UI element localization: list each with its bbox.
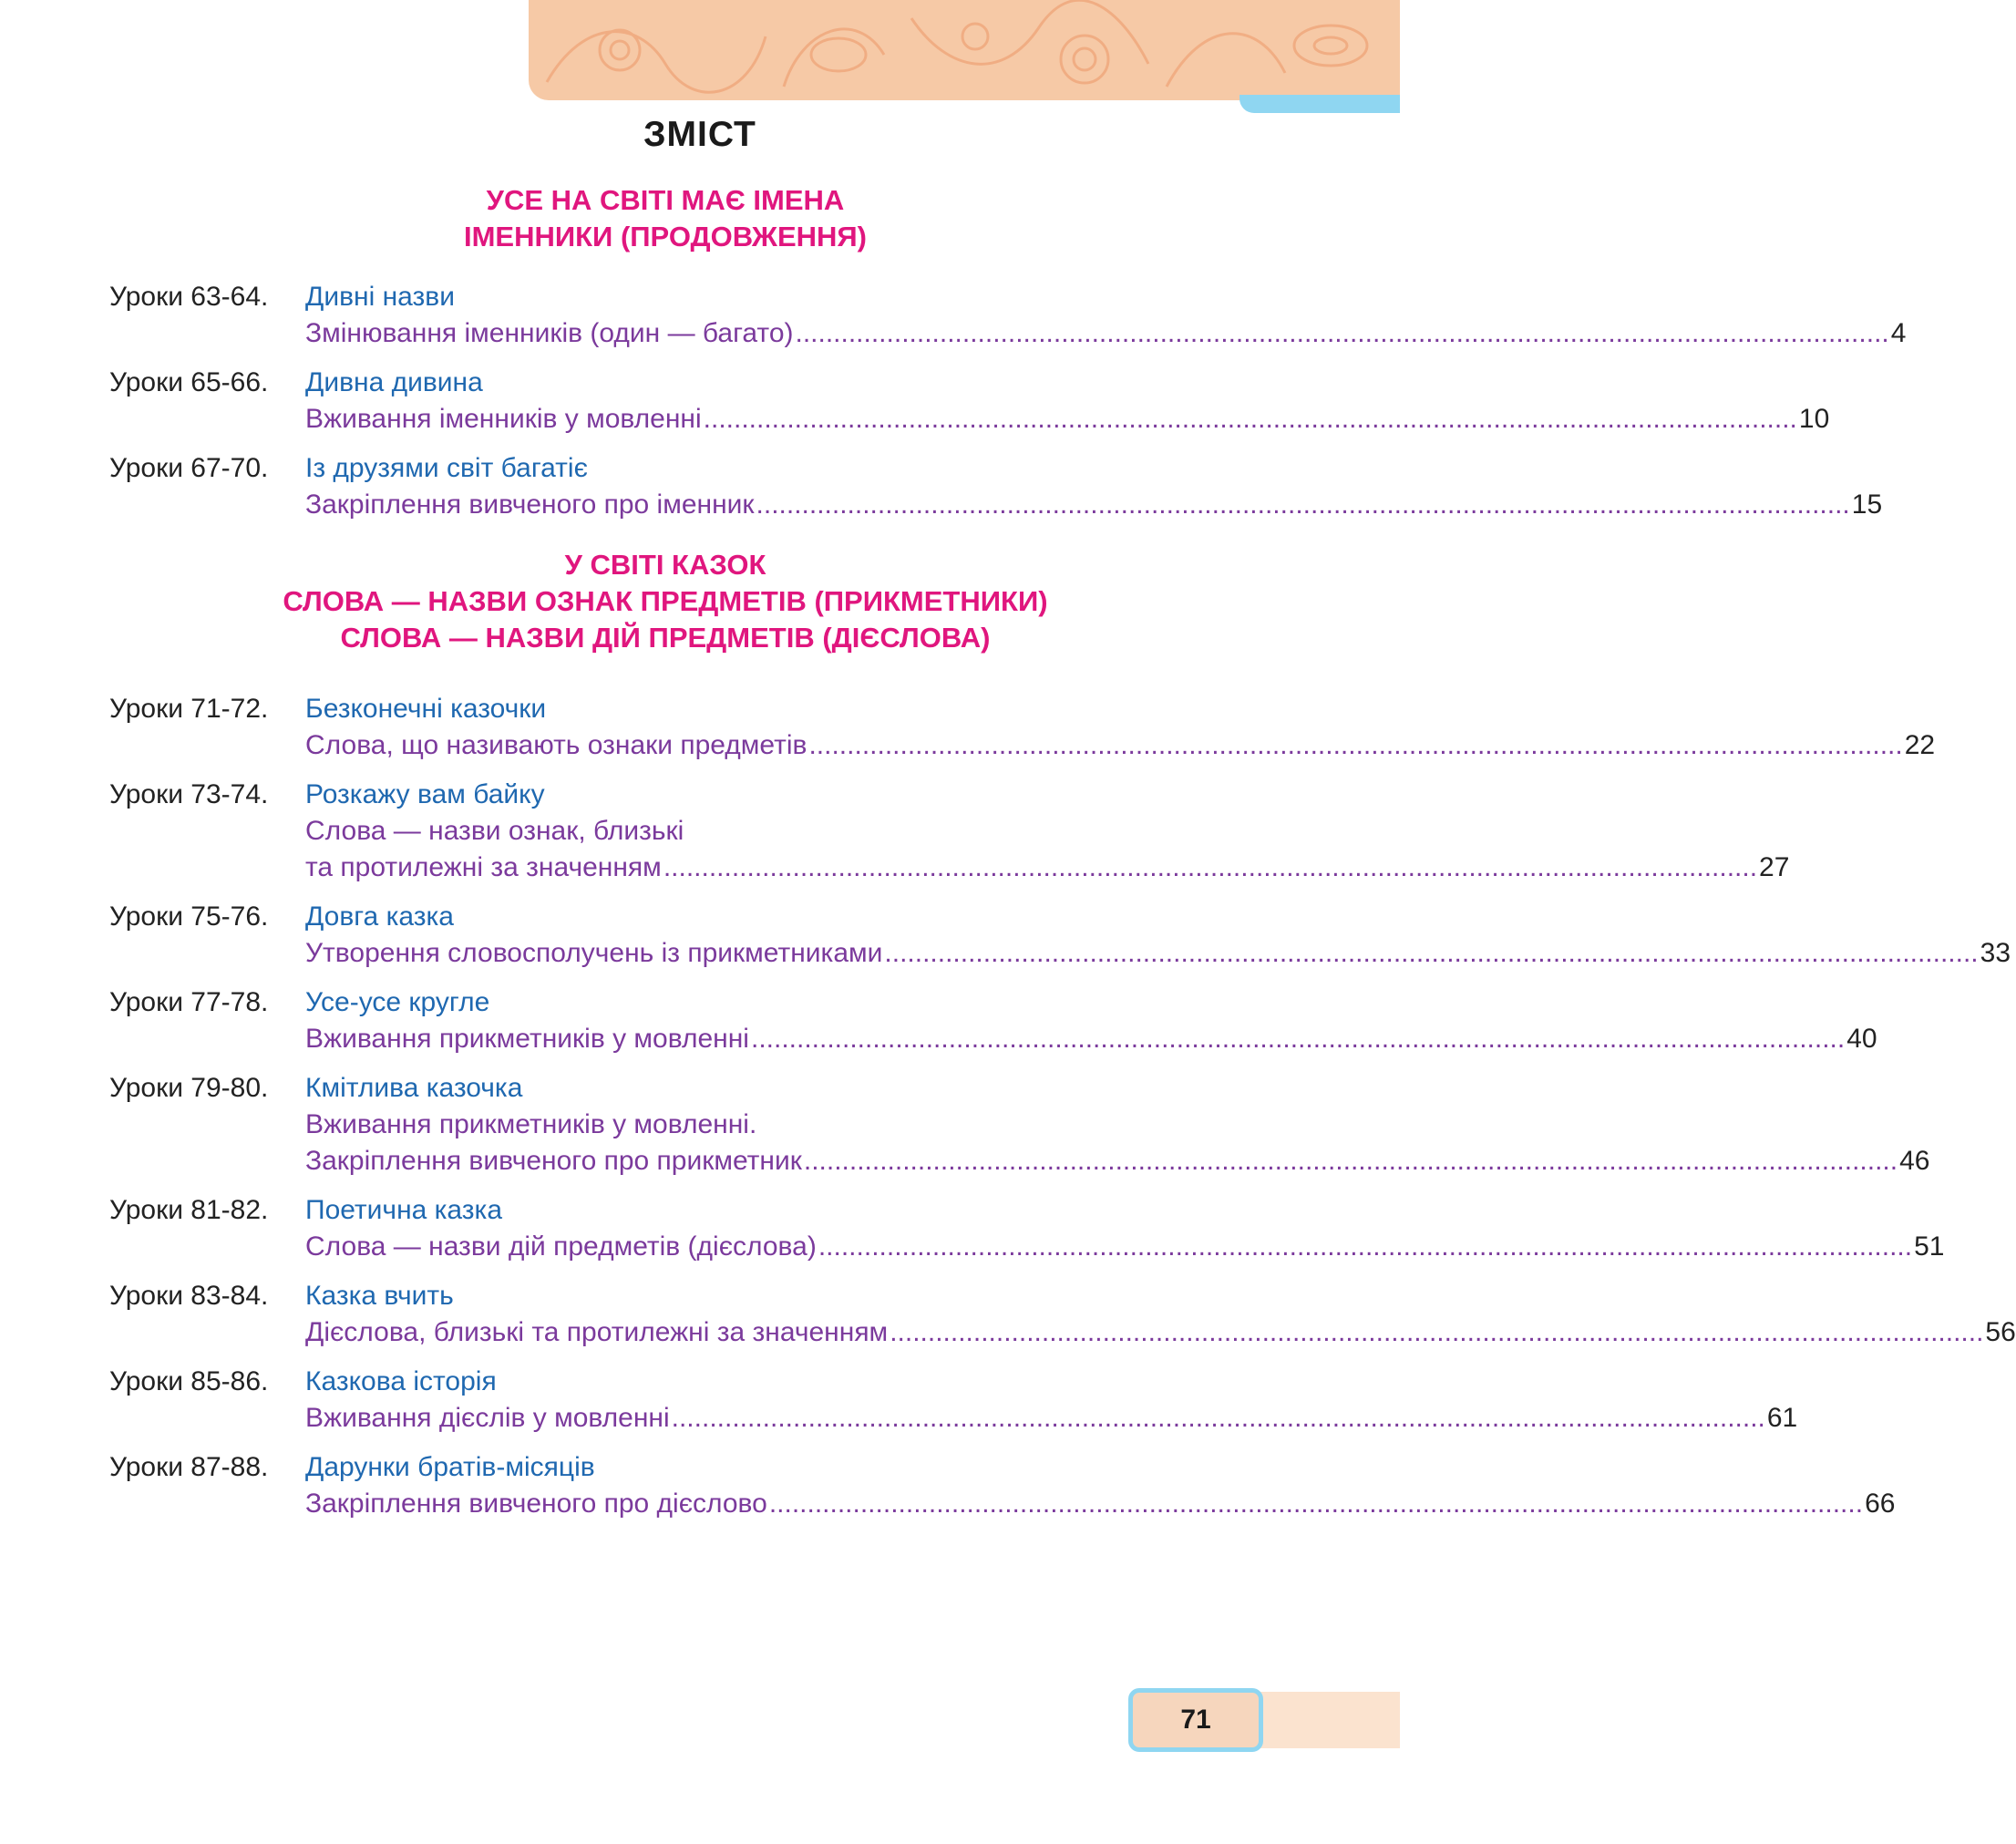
lesson-range: Уроки 83-84. [109, 1281, 269, 1311]
lesson-range: Уроки 67-70. [109, 453, 269, 483]
page-number-tab-tail [1258, 1692, 1400, 1748]
banner-accent-strip [1239, 95, 1400, 113]
lesson-range: Уроки 77-78. [109, 987, 269, 1017]
lesson-topic: Дієслова, близькі та протилежні за значенням [305, 1317, 889, 1347]
lesson-topic: Вживання дієслів у мовленні [305, 1403, 670, 1433]
lesson-title[interactable]: Казкова історія [305, 1366, 497, 1396]
lesson-topic: Утворення словосполучень із прикметниками [305, 938, 883, 968]
section-heading-line: СЛОВА — НАЗВИ ОЗНАК ПРЕДМЕТІВ (ПРИКМЕТНИКИ) [283, 585, 1048, 617]
page-ref[interactable]: 66 [1865, 1489, 1896, 1519]
lesson-topic-line [305, 1021, 1877, 1056]
lesson-title[interactable]: Дивна дивина [305, 367, 483, 397]
section-heading-1 [0, 182, 1331, 255]
dot-leader: ................................................................................................................................................ [884, 938, 1979, 968]
lesson-range: Уроки 65-66. [109, 367, 269, 397]
lesson-title[interactable]: Довга казка [305, 901, 454, 932]
section-heading-2 [0, 547, 1331, 656]
lesson-range: Уроки 79-80. [109, 1073, 269, 1103]
lesson-topic-line [305, 315, 1907, 351]
lesson-topic: Закріплення вивченого про іменник [305, 489, 755, 520]
lesson-topic: та протилежні за значенням [305, 852, 662, 882]
dot-leader: ................................................................................................................................................ [808, 730, 1903, 760]
dot-leader: ................................................................................................................................................ [663, 852, 1758, 882]
lesson-range: Уроки 71-72. [109, 694, 269, 724]
lesson-topic: Вживання іменників у мовленні [305, 404, 702, 434]
lesson-topic: Змінювання іменників (один — багато) [305, 318, 794, 348]
lesson-title[interactable]: Поетична казка [305, 1195, 503, 1225]
lesson-topic: Слова — назви дій предметів (дієслова) [305, 1231, 817, 1262]
lesson-topic: Закріплення вивченого про дієслово [305, 1489, 767, 1519]
page-ref[interactable]: 51 [1914, 1231, 1945, 1262]
lesson-topic: Слова, що називають ознаки предметів [305, 730, 807, 760]
lesson-range: Уроки 81-82. [109, 1195, 269, 1225]
lesson-topic-line [305, 487, 1883, 522]
page-ref[interactable]: 46 [1899, 1146, 1930, 1176]
lesson-title[interactable]: Казка вчить [305, 1281, 454, 1311]
section-heading-line: УСЕ НА СВІТІ МАЄ ІМЕНА [486, 184, 845, 216]
folk-ornament-image [529, 0, 1400, 100]
dot-leader: ................................................................................................................................................ [803, 1146, 1898, 1176]
lesson-topic-line [305, 1486, 1896, 1521]
dot-leader: ................................................................................................................................................ [818, 1231, 1913, 1262]
lesson-topic-line [305, 1229, 1945, 1264]
dot-leader: ................................................................................................................................................ [890, 1317, 1984, 1347]
lesson-topic-line [305, 401, 1830, 437]
page-ref[interactable]: 40 [1846, 1024, 1877, 1054]
lesson-topic-line [305, 935, 2011, 971]
dot-leader: ................................................................................................................................................ [768, 1489, 1864, 1519]
decorative-banner [529, 0, 1400, 100]
lesson-range: Уроки 85-86. [109, 1366, 269, 1396]
page-ref[interactable]: 56 [1985, 1317, 2016, 1347]
lesson-range: Уроки 63-64. [109, 282, 269, 312]
page-ref[interactable]: 10 [1798, 404, 1830, 434]
dot-leader: ................................................................................................................................................ [756, 489, 1850, 520]
page-ref[interactable]: 4 [1890, 318, 1907, 348]
page-ref[interactable]: 15 [1851, 489, 1883, 520]
lesson-topic: Вживання прикметників у мовленні. [305, 1109, 757, 1139]
lesson-topic: Закріплення вивченого про прикметник [305, 1146, 802, 1176]
lesson-topic-line [305, 1143, 1930, 1179]
section-heading-line: ІМЕННИКИ (ПРОДОВЖЕННЯ) [463, 221, 868, 252]
section-heading-line: У СВІТІ КАЗОК [564, 549, 766, 581]
dot-leader: ................................................................................................................................................ [750, 1024, 1846, 1054]
lesson-range: Уроки 87-88. [109, 1452, 269, 1482]
lesson-topic: Слова — назви ознак, близькі [305, 816, 684, 846]
section-heading-line: СЛОВА — НАЗВИ ДІЙ ПРЕДМЕТІВ (ДІЄСЛОВА) [340, 622, 991, 654]
lesson-title[interactable]: Дивні назви [305, 282, 455, 312]
lesson-title[interactable]: Кмітлива казочка [305, 1073, 523, 1103]
lesson-title[interactable]: Розкажу вам байку [305, 779, 545, 809]
page-ref[interactable]: 61 [1766, 1403, 1798, 1433]
lesson-title[interactable]: Із друзями світ багатіє [305, 453, 588, 483]
lesson-topic-line [305, 1314, 2016, 1350]
dot-leader: ................................................................................................................................................ [703, 404, 1797, 434]
page-ref[interactable]: 27 [1759, 852, 1790, 882]
lesson-topic-line [305, 850, 1790, 885]
lesson-title[interactable]: Дарунки братів-місяців [305, 1452, 595, 1482]
lesson-title[interactable]: Усе-усе кругле [305, 987, 490, 1017]
lesson-topic-line [305, 1400, 1798, 1436]
page-ref[interactable]: 33 [1980, 938, 2011, 968]
page-ref[interactable]: 22 [1904, 730, 1936, 760]
lesson-range: Уроки 73-74. [109, 779, 269, 809]
page-title: ЗМІСТ [643, 115, 756, 154]
lesson-topic-line [305, 727, 1936, 763]
lesson-topic: Вживання прикметників у мовленні [305, 1024, 749, 1054]
lesson-title[interactable]: Безконечні казочки [305, 694, 547, 724]
dot-leader: ................................................................................................................................................ [795, 318, 1889, 348]
lesson-range: Уроки 75-76. [109, 901, 269, 932]
page-number: 71 [1180, 1705, 1211, 1735]
dot-leader: ................................................................................................................................................ [671, 1403, 1765, 1433]
